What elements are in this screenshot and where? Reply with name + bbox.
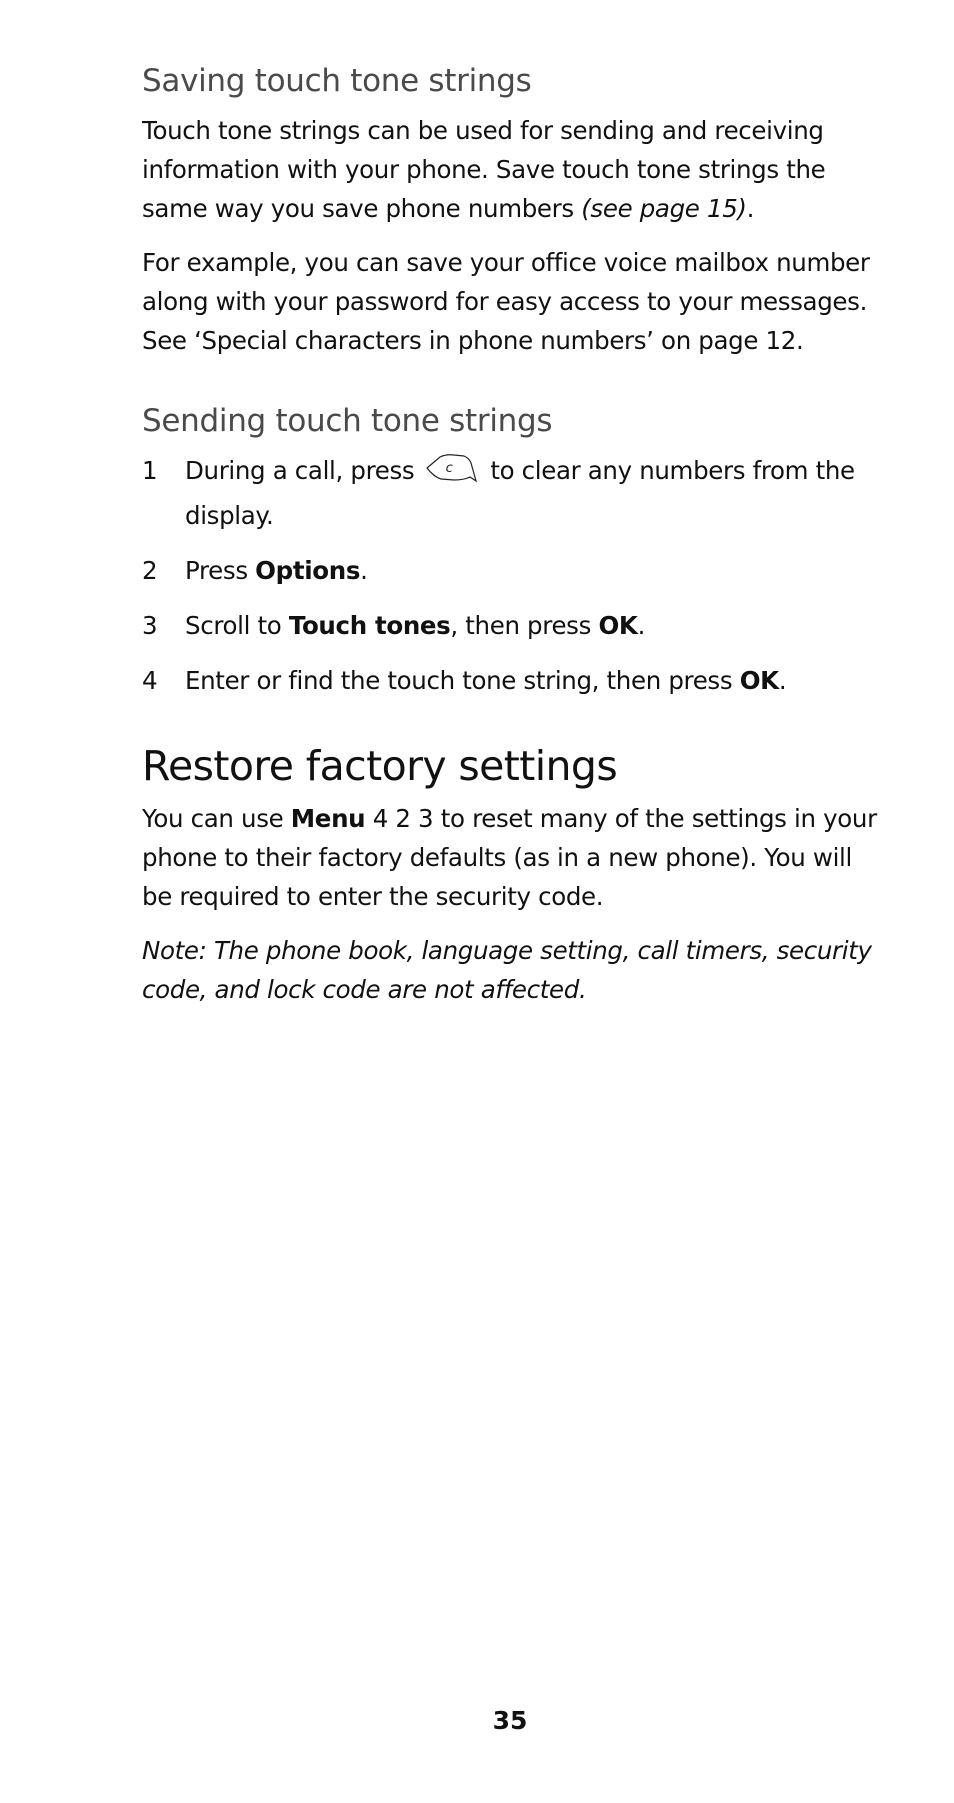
step-2-after: .: [360, 555, 368, 585]
saving-paragraph-1-end: .: [746, 193, 755, 223]
restore-paragraph: [142, 799, 887, 916]
step-number: 2: [142, 555, 158, 585]
step-number: 4: [142, 665, 158, 695]
step-3-after: .: [637, 610, 646, 640]
page-reference: (see page 15): [581, 193, 747, 223]
manual-page: [142, 62, 887, 1024]
step-4-before: Enter or find the touch tone string, then press: [185, 665, 740, 695]
step-4: [142, 661, 887, 700]
step-number: 1: [142, 455, 158, 485]
section-heading-sending: Sending touch tone strings: [142, 402, 553, 439]
saving-paragraph-1: [142, 111, 887, 228]
step-number: 3: [142, 610, 158, 640]
options-keyword: Options: [255, 555, 361, 585]
step-1: [142, 451, 887, 535]
page-number: 35: [492, 1706, 528, 1735]
step-3-middle: , then press: [450, 610, 599, 640]
step-text: [185, 551, 887, 590]
step-text: [185, 606, 887, 645]
clear-key-icon: [424, 453, 478, 496]
step-text: [185, 661, 887, 700]
restore-note: Note: The phone book, language setting, call timers, security code, and lock code are not affected.: [142, 935, 872, 1004]
restore-paragraph-before: You can use: [142, 803, 291, 833]
restore-paragraph-after: 4 2 3 to reset many of the settings in your phone to their factory defaults (as in a new phone). You will be required to enter the security code.: [142, 803, 877, 911]
step-text: [185, 451, 887, 535]
step-4-after: .: [778, 665, 787, 695]
step-1-after: to clear any numbers from the display.: [185, 455, 855, 530]
step-2: [142, 551, 887, 590]
ok-keyword: OK: [598, 610, 638, 640]
touch-tones-keyword: Touch tones: [288, 610, 451, 640]
menu-keyword: Menu: [290, 803, 366, 833]
clear-key-glyph: c: [445, 460, 453, 476]
step-2-before: Press: [185, 555, 256, 585]
ok-keyword: OK: [739, 665, 779, 695]
section-heading-restore: Restore factory settings: [142, 741, 618, 790]
step-1-before: During a call, press: [185, 455, 415, 485]
sending-steps-list: [142, 451, 887, 700]
step-3: [142, 606, 887, 645]
saving-paragraph-2: For example, you can save your office voice mailbox number along with your password for easy access to your messages. See ‘Special characters in phone numbers’ on page 12.: [142, 247, 870, 355]
saving-paragraph-1-text: Touch tone strings can be used for sending and receiving information with your phone. Save touch tone strings the same way you save phone numbers: [142, 115, 826, 223]
section-heading-saving: Saving touch tone strings: [142, 63, 532, 99]
step-3-before: Scroll to: [185, 610, 289, 640]
